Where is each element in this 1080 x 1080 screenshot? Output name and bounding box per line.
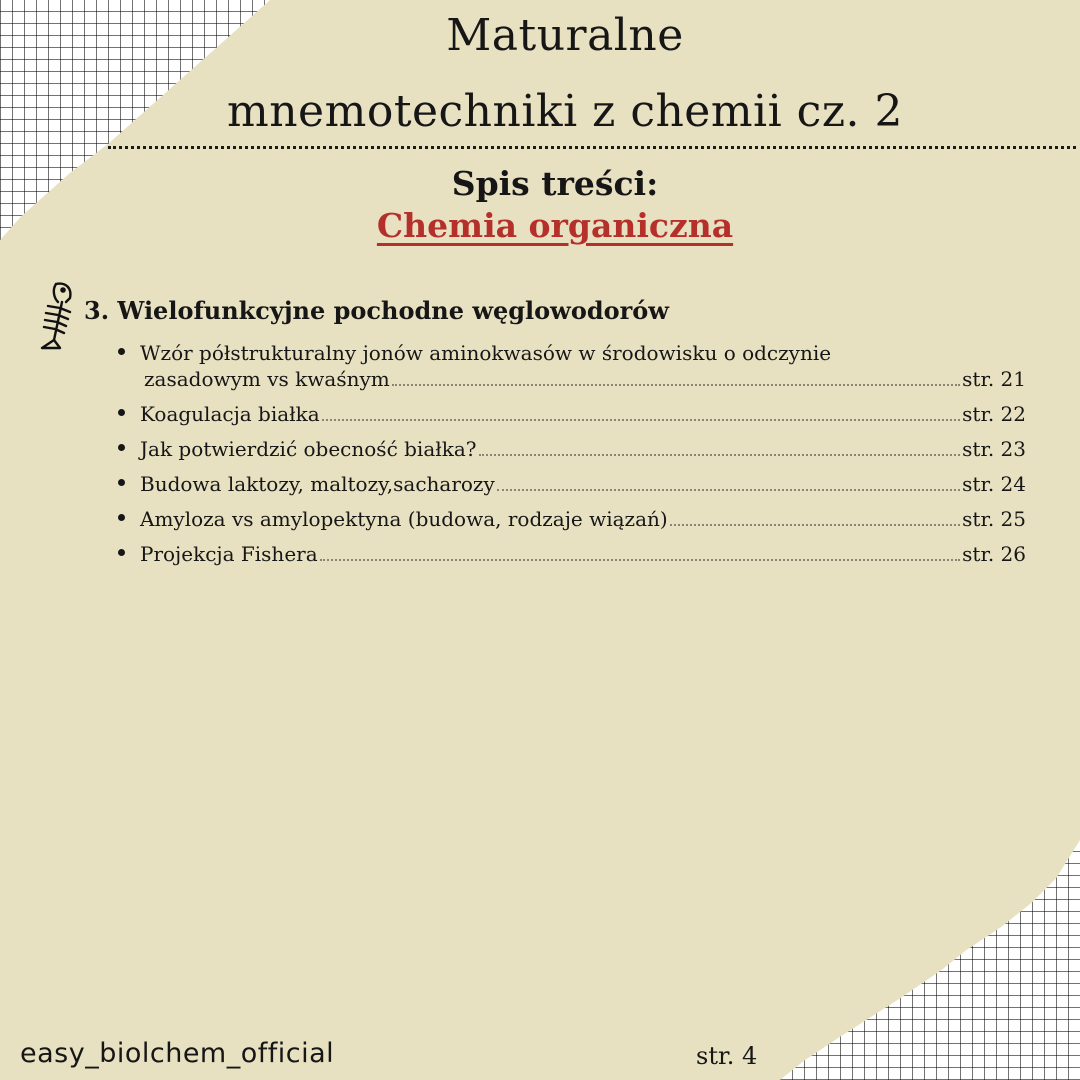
toc-item-label-line-1: Wzór półstrukturalny jonów aminokwasów w środowisku o odczynie bbox=[140, 341, 832, 365]
toc-item-page: str. 24 bbox=[962, 472, 1026, 496]
toc-item[interactable] bbox=[116, 436, 1026, 462]
toc-item-page: str. 25 bbox=[962, 507, 1026, 531]
page-title-line-2: mnemotechniki z chemii cz. 2 bbox=[227, 86, 903, 137]
toc-item-page: str. 23 bbox=[962, 437, 1026, 461]
dotted-leader bbox=[670, 524, 960, 526]
toc-item-label: Budowa laktozy, maltozy,sacharozy bbox=[140, 472, 495, 496]
bullet-icon bbox=[118, 549, 125, 556]
toc-item[interactable] bbox=[116, 541, 1026, 567]
dotted-leader bbox=[479, 454, 961, 456]
bullet-icon bbox=[118, 514, 125, 521]
toc-item-page: str. 26 bbox=[962, 542, 1026, 566]
dotted-leader bbox=[497, 489, 960, 491]
chapter-heading: 3. Wielofunkcyjne pochodne węglowodorów bbox=[84, 296, 669, 325]
toc-item-page: str. 21 bbox=[962, 367, 1026, 391]
dotted-leader bbox=[320, 559, 961, 561]
bullet-icon bbox=[118, 348, 125, 355]
footer-handle: easy_biolchem_official bbox=[20, 1038, 335, 1069]
grid-paper-corner-bottom-right bbox=[780, 840, 1080, 1080]
toc-item-label: zasadowym vs kwaśnym bbox=[144, 367, 390, 391]
toc-item-label: Projekcja Fishera bbox=[140, 542, 318, 566]
toc-item[interactable] bbox=[116, 471, 1026, 497]
toc-item-label: Amyloza vs amylopektyna (budowa, rodzaje wiązań) bbox=[140, 507, 668, 531]
title-dotted-divider bbox=[108, 146, 1076, 149]
toc-item[interactable] bbox=[116, 340, 1026, 392]
bullet-icon bbox=[118, 444, 125, 451]
toc-heading: Spis treści: bbox=[451, 164, 659, 203]
dotted-leader bbox=[392, 384, 960, 386]
toc-item[interactable] bbox=[116, 506, 1026, 532]
bullet-icon bbox=[118, 479, 125, 486]
dotted-leader bbox=[322, 419, 960, 421]
toc-item[interactable] bbox=[116, 401, 1026, 427]
toc-item-label: Jak potwierdzić obecność białka? bbox=[140, 437, 477, 461]
toc-item-label: Koagulacja białka bbox=[140, 402, 320, 426]
footer-page-number: str. 4 bbox=[696, 1042, 758, 1070]
fish-skeleton-icon bbox=[36, 278, 78, 350]
section-title-link[interactable]: Chemia organiczna bbox=[376, 206, 734, 245]
bullet-icon bbox=[118, 409, 125, 416]
page-title-line-1: Maturalne bbox=[446, 10, 684, 61]
toc-item-page: str. 22 bbox=[962, 402, 1026, 426]
toc-list bbox=[116, 340, 1026, 576]
